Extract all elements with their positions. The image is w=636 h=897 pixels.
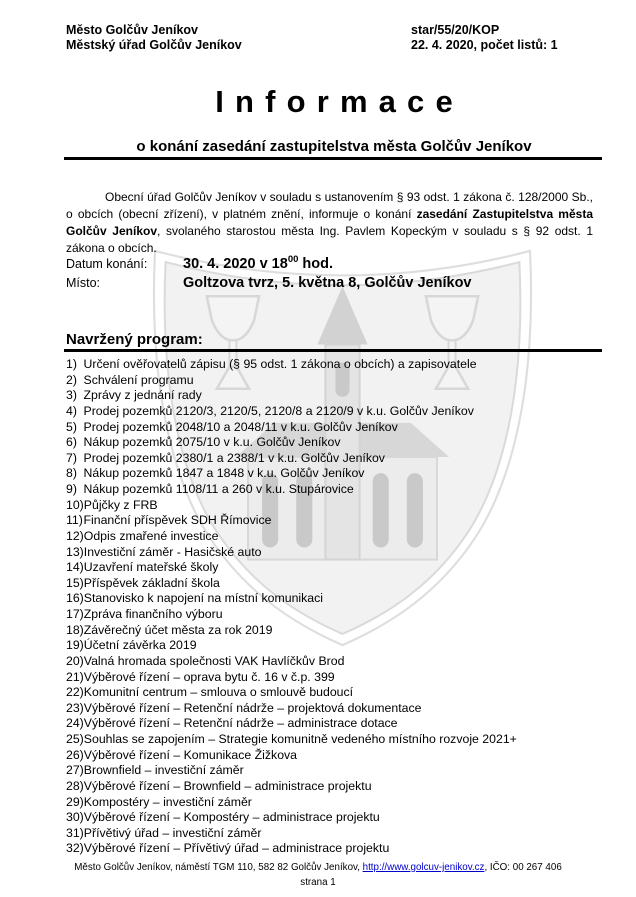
program-item: [66, 654, 622, 670]
program-item: [66, 357, 622, 373]
program-heading: Navržený program:: [66, 331, 203, 348]
meeting-date-main: 30. 4. 2020 v 18: [183, 256, 288, 272]
meeting-date-value: [183, 256, 333, 272]
page-subtitle: o konání zasedání zastupitelstva města Golčův Jeníkov: [136, 138, 532, 155]
program-item-text: Závěrečný účet města za rok 2019: [83, 622, 273, 637]
header-reference-number: star/55/20/KOP: [411, 23, 500, 37]
program-item-number: 10): [66, 497, 84, 512]
program-item: [66, 841, 622, 857]
program-item-text: Kompostéry – investiční záměr: [83, 794, 252, 809]
program-item: [66, 451, 622, 467]
program-item: [66, 388, 622, 404]
program-item-number: 23): [66, 700, 84, 715]
program-item-text: Zprávy z jednání rady: [83, 388, 202, 403]
page-title: Informace: [215, 84, 464, 119]
program-item-number: 29): [66, 794, 84, 809]
program-item-number: 19): [66, 638, 84, 653]
program-item-text: Souhlas se zapojením – Strategie komunitně vedeného místního rozvoje 2021+: [83, 732, 517, 746]
program-item-number: 27): [66, 763, 84, 778]
program-item: [66, 763, 622, 779]
program-item-text: Výběrové řízení – Přívětivý úřad – administrace projektu: [83, 841, 390, 856]
program-item-number: 4): [66, 403, 77, 418]
program-item-text: Nákup pozemků 1108/11 a 260 v k.u. Stupárovice: [83, 482, 354, 496]
program-item-number: 18): [66, 622, 84, 637]
header-left: [66, 23, 242, 53]
program-item-text: Zpráva finančního výboru: [83, 607, 223, 621]
program-item-text: Valná hromada společnosti VAK Havlíčkův Brod: [83, 653, 345, 668]
program-item: [66, 404, 622, 420]
program-item-text: Nákup pozemků 2075/10 v k.u. Golčův Jeníkov: [83, 435, 341, 450]
meeting-place-row: [66, 275, 472, 291]
program-item: [66, 748, 622, 764]
program-item-number: 31): [66, 825, 84, 840]
program-item-number: 5): [66, 419, 77, 434]
program-item: [66, 795, 622, 811]
program-item-number: 8): [66, 466, 77, 481]
program-item-text: Nákup pozemků 1847 a 1848 v k.u. Golčův Jeníkov: [83, 466, 365, 481]
program-item: [66, 591, 622, 607]
program-item: [66, 466, 622, 482]
header-city-name: Město Golčův Jeníkov: [66, 23, 198, 37]
meeting-date-suffix: hod.: [298, 256, 334, 272]
program-item: [66, 435, 622, 451]
page-footer: [0, 860, 636, 890]
program-item-text: Půjčky z FRB: [83, 497, 158, 512]
program-item-text: Účetní závěrka 2019: [83, 638, 197, 653]
program-item-number: 2): [66, 372, 77, 387]
program-item-number: 9): [66, 482, 77, 496]
program-item-number: 28): [66, 778, 84, 793]
program-item-number: 12): [66, 528, 84, 543]
program-item-number: 17): [66, 607, 84, 621]
program-item-text: Příspěvek základní škola: [83, 575, 220, 590]
program-item: [66, 732, 622, 748]
program-item-text: Odpis zmařené investice: [83, 528, 219, 543]
program-item-number: 16): [66, 591, 84, 606]
program-item: [66, 826, 622, 842]
program-item-text: Výběrové řízení – Retenční nádrže – projektová dokumentace: [83, 700, 422, 715]
program-item-number: 3): [66, 388, 77, 403]
header-office-name: Městský úřad Golčův Jeníkov: [66, 38, 242, 52]
program-item-number: 22): [66, 685, 84, 700]
program-item-text: Výběrové řízení – Brownfield – administrace projektu: [83, 778, 372, 793]
title-divider: [64, 157, 602, 160]
program-divider: [64, 349, 602, 352]
program-item: [66, 623, 622, 639]
header-right: [411, 23, 558, 53]
program-item-number: 26): [66, 747, 84, 762]
program-item-text: Výběrové řízení – oprava bytu č. 16 v č.p. 399: [83, 669, 335, 684]
footer-text-before-link: Město Golčův Jeníkov, náměstí TGM 110, 582 82 Golčův Jeníkov,: [74, 862, 363, 873]
program-item-text: Finanční příspěvek SDH Římovice: [83, 513, 272, 528]
program-item: [66, 560, 622, 576]
program-item: [66, 529, 622, 545]
program-item: [66, 420, 622, 436]
program-item-text: Uzavření mateřské školy: [83, 560, 219, 575]
program-item: [66, 513, 622, 529]
program-item-text: Výběrové řízení – Komunikace Žižkova: [83, 747, 298, 762]
program-item-text: Prodej pozemků 2380/1 a 2388/1 v k.u. Golčův Jeníkov: [83, 450, 385, 465]
program-item: [66, 638, 622, 654]
program-item: [66, 779, 622, 795]
program-item: [66, 607, 622, 623]
intro-paragraph: [66, 189, 593, 257]
footer-website-link[interactable]: http://www.golcuv-jenikov.cz: [362, 862, 485, 873]
header-date-pages: 22. 4. 2020, počet listů: 1: [411, 38, 558, 52]
program-item-number: 15): [66, 575, 84, 590]
program-item: [66, 373, 622, 389]
program-item-number: 11): [66, 513, 83, 528]
program-item: [66, 685, 622, 701]
program-item: [66, 545, 622, 561]
program-list: [66, 357, 622, 857]
program-item-number: 25): [66, 732, 84, 746]
program-item-text: Přívětivý úřad – investiční záměr: [83, 825, 262, 840]
program-item-number: 7): [66, 450, 77, 465]
intro-text-bold: zasedání Zastupitelstva města Golčův Jeníkov: [66, 207, 593, 238]
meeting-date-row: [66, 256, 333, 272]
footer-page-number: strana 1: [300, 877, 336, 888]
program-item-number: 24): [66, 716, 84, 731]
program-item: [66, 716, 622, 732]
program-item-text: Výběrové řízení – Retenční nádrže – administrace dotace: [83, 716, 398, 731]
program-item: [66, 576, 622, 592]
meeting-place-value: Goltzova tvrz, 5. května 8, Golčův Jeníkov: [183, 275, 472, 291]
program-item-number: 21): [66, 669, 84, 684]
program-item: [66, 810, 622, 826]
program-item: [66, 670, 622, 686]
program-item-number: 30): [66, 810, 84, 825]
program-item-text: Určení ověřovatelů zápisu (§ 95 odst. 1 zákona o obcích) a zapisovatele: [83, 357, 477, 371]
program-item-number: 14): [66, 560, 84, 575]
program-item: [66, 482, 622, 498]
intro-text-2: , svolaného starostou města Ing. Pavlem Kopeckým v souladu s § 92 odst. 1 zákona o obcích.: [66, 224, 594, 255]
program-item-text: Investiční záměr - Hasičské auto: [83, 544, 262, 559]
meeting-time-superscript: 00: [287, 254, 299, 266]
footer-address-line: [0, 860, 636, 875]
program-item-text: Brownfield – investiční záměr: [83, 763, 244, 778]
program-item: [66, 701, 622, 717]
meeting-place-label: Místo:: [66, 276, 101, 290]
program-item-number: 6): [66, 435, 77, 450]
program-item-number: 32): [66, 841, 84, 856]
program-item-text: Výběrové řízení – Kompostéry – administrace projektu: [83, 810, 380, 825]
meeting-date-label: Datum konání:: [66, 257, 148, 271]
program-item-text: Stanovisko k napojení na místní komunikaci: [83, 591, 324, 606]
intro-text-1: Obecní úřad Golčův Jeníkov v souladu s ustanovením § 93 odst. 1 zákona č. 128/2000 Sb., o obcích (obecní zřízení), v platném znění, informuje o konání: [66, 190, 593, 221]
program-item-text: Prodej pozemků 2048/10 a 2048/11 v k.u. Golčův Jeníkov: [83, 419, 398, 434]
program-item-text: Komunitní centrum – smlouva o smlouvě budoucí: [83, 685, 354, 700]
program-item-text: Prodej pozemků 2120/3, 2120/5, 2120/8 a 2120/9 v k.u. Golčův Jeníkov: [83, 403, 474, 418]
footer-text-after-link: , IČO: 00 267 406: [484, 862, 562, 873]
program-item-number: 1): [66, 357, 77, 371]
program-item-text: Schválení programu: [83, 372, 194, 387]
program-item-number: 13): [66, 544, 84, 559]
program-item: [66, 498, 622, 514]
program-item-number: 20): [66, 653, 84, 668]
